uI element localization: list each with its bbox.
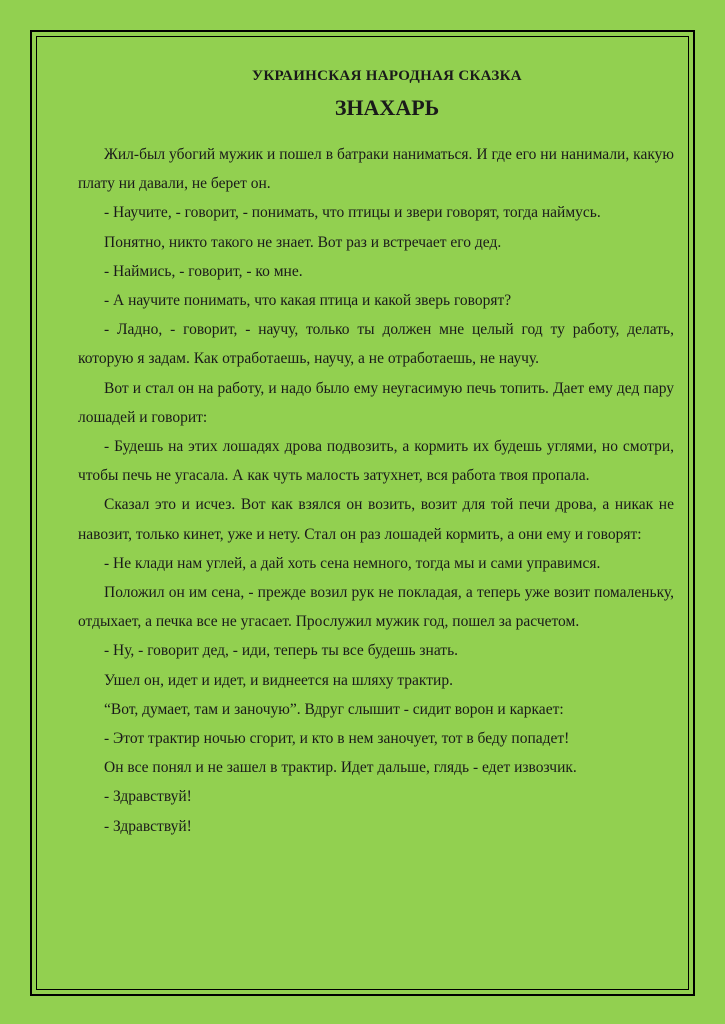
paragraph: - Наймись, - говорит, - ко мне. — [104, 262, 303, 280]
paragraph: - Научите, - говорит, - понимать, что птицы и звери говорят, тогда наймусь. — [104, 204, 601, 222]
document-title: ЗНАХАРЬ — [334, 95, 440, 120]
paragraph: Понятно, никто такого не знает. Вот раз и встречает его дед. — [104, 233, 502, 251]
paragraph: Вот и стал он на работу, и надо было ему неугасимую печь топить. Дает ему дед пару лошадей и говорит: — [78, 379, 674, 426]
paragraph: Сказал это и исчез. Вот как взялся он возить, возит для той печи дрова, а никак не навозит, только кинет, уже и нету. Стал он раз лошадей кормить, а они ему и говорят: — [78, 496, 674, 543]
paragraph: Ушел он, идет и идет, и виднеется на шляху трактир. — [104, 671, 453, 689]
document-content — [78, 62, 674, 841]
paragraph: “Вот, думает, там и заночую”. Вдруг слышит - сидит ворон и каркает: — [104, 700, 564, 718]
paragraph: Положил он им сена, - прежде возил рук не покладая, а теперь уже возит помаленьку, отдыхает, а печка все не угасает. Прослужил мужик год, пошел за расчетом. — [78, 584, 674, 631]
paragraph: - Не клади нам углей, а дай хоть сена немного, тогда мы и сами управимся. — [104, 554, 601, 572]
story-text — [78, 140, 674, 841]
document-subtitle: УКРАИНСКАЯ НАРОДНАЯ СКАЗКА — [252, 68, 522, 84]
paragraph: - Здравствуй! — [104, 817, 192, 835]
paragraph: - Ладно, - говорит, - научу, только ты должен мне целый год ту работу, делать, которую я задам. Как отработаешь, научу, а не отработаешь, не научу. — [78, 321, 674, 368]
paragraph: - А научите понимать, что какая птица и какой зверь говорят? — [104, 292, 512, 310]
paragraph: - Будешь на этих лошадях дрова подвозить, а кормить их будешь углями, но смотри, чтобы печь не угасала. А как чуть малость затухнет, вся работа твоя пропала. — [78, 438, 674, 485]
paragraph: - Ну, - говорит дед, - иди, теперь ты все будешь знать. — [104, 642, 459, 660]
paragraph: Он все понял и не зашел в трактир. Идет дальше, глядь - едет извозчик. — [104, 759, 577, 777]
paragraph: - Этот трактир ночью сгорит, и кто в нем заночует, тот в беду попадет! — [104, 730, 570, 748]
paragraph: - Здравствуй! — [104, 788, 192, 806]
paragraph: Жил-был убогий мужик и пошел в батраки наниматься. И где его ни нанимали, какую плату ни давали, не берет он. — [78, 146, 674, 193]
